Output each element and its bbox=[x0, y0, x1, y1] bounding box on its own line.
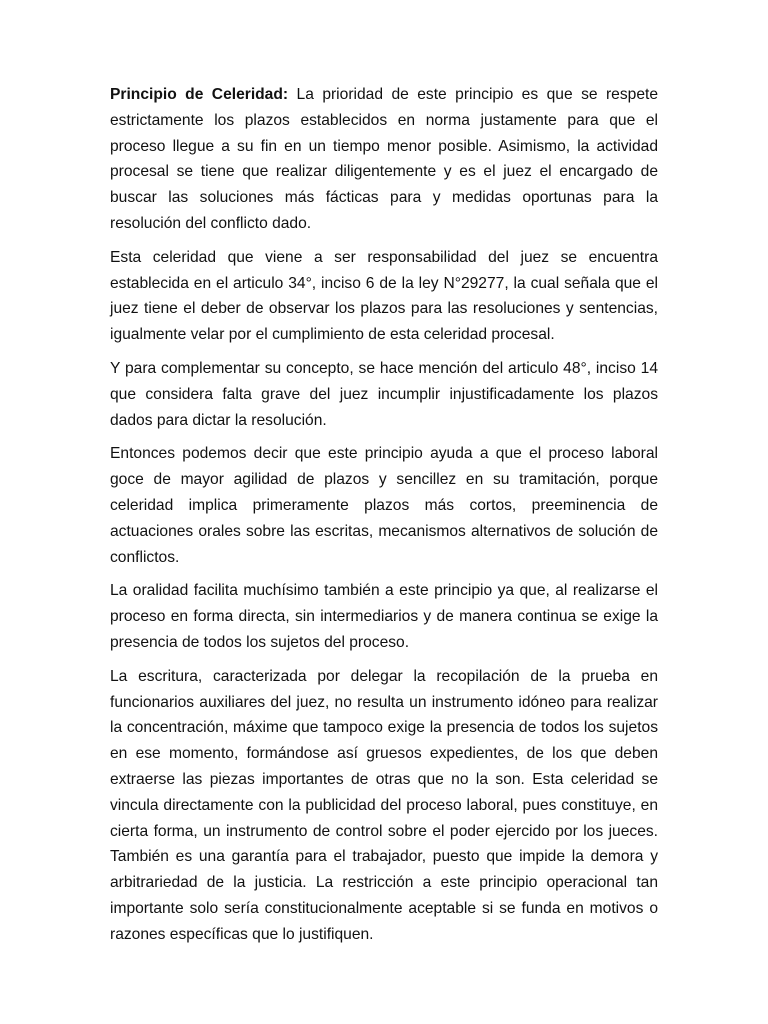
paragraph-articulo-48: Y para complementar su concepto, se hace mención del articulo 48°, inciso 14 que considera falta grave del juez incumplir injustificadamente los plazos dados para dictar la resolución. bbox=[110, 359, 658, 429]
paragraph-principio-de-celeridad bbox=[110, 82, 658, 237]
paragraph-text: La prioridad de este principio es que se respete estrictamente los plazos establecidos en norma justamente para que el proceso llegue a su fin en un tiempo menor posible. Asimismo, la actividad procesal se tiene que realizar diligentemente y es el juez el encargado de buscar las soluciones más fácticas para y medidas oportunas para la resolución del conflicto dado. bbox=[110, 86, 659, 232]
paragraph-oralidad: La oralidad facilita muchísimo también a este principio ya que, al realizarse el proceso en forma directa, sin intermediarios y de manera continua se exige la presencia de todos los sujetos del proceso. bbox=[110, 582, 658, 651]
paragraph-agilidad-de-plazos: Entonces podemos decir que este principio ayuda a que el proceso laboral goce de mayor agilidad de plazos y sencillez en su tramitación, porque celeridad implica primeramente plazos más cortos, preeminencia de actuaciones orales sobre las escritas, mecanismos alternativos de solución de conflictos. bbox=[110, 445, 658, 566]
paragraph-escritura: La escritura, caracterizada por delegar la recopilación de la prueba en funcionarios auxiliares del juez, no resulta un instrumento idóneo para realizar la concentración, máxime que tampoco exige la presencia de todos los sujetos en ese momento, formándose así gruesos expedientes, de los que deben extraerse las piezas importantes de otras que no la son. Esta celeridad se vincula directamente con la publicidad del proceso laboral, pues constituye, en cierta forma, un instrumento de control sobre el poder ejercido por los jueces. También es una garantía para el trabajador, puesto que impide la demora y arbitrariedad de la justicia. La restricción a este principio operacional tan importante solo sería constitucionalmente aceptable si se funda en motivos o razones específicas que lo justifiquen. bbox=[110, 667, 658, 943]
document-body bbox=[110, 82, 658, 956]
paragraph-heading: Principio de Celeridad: bbox=[110, 86, 289, 103]
paragraph-responsabilidad-del-juez: Esta celeridad que viene a ser responsabilidad del juez se encuentra establecida en el articulo 34°, inciso 6 de la ley N°29277, la cual señala que el juez tiene el deber de observar los plazos para las resoluciones y sentencias, igualmente velar por el cumplimiento de esta celeridad procesal. bbox=[110, 248, 658, 344]
